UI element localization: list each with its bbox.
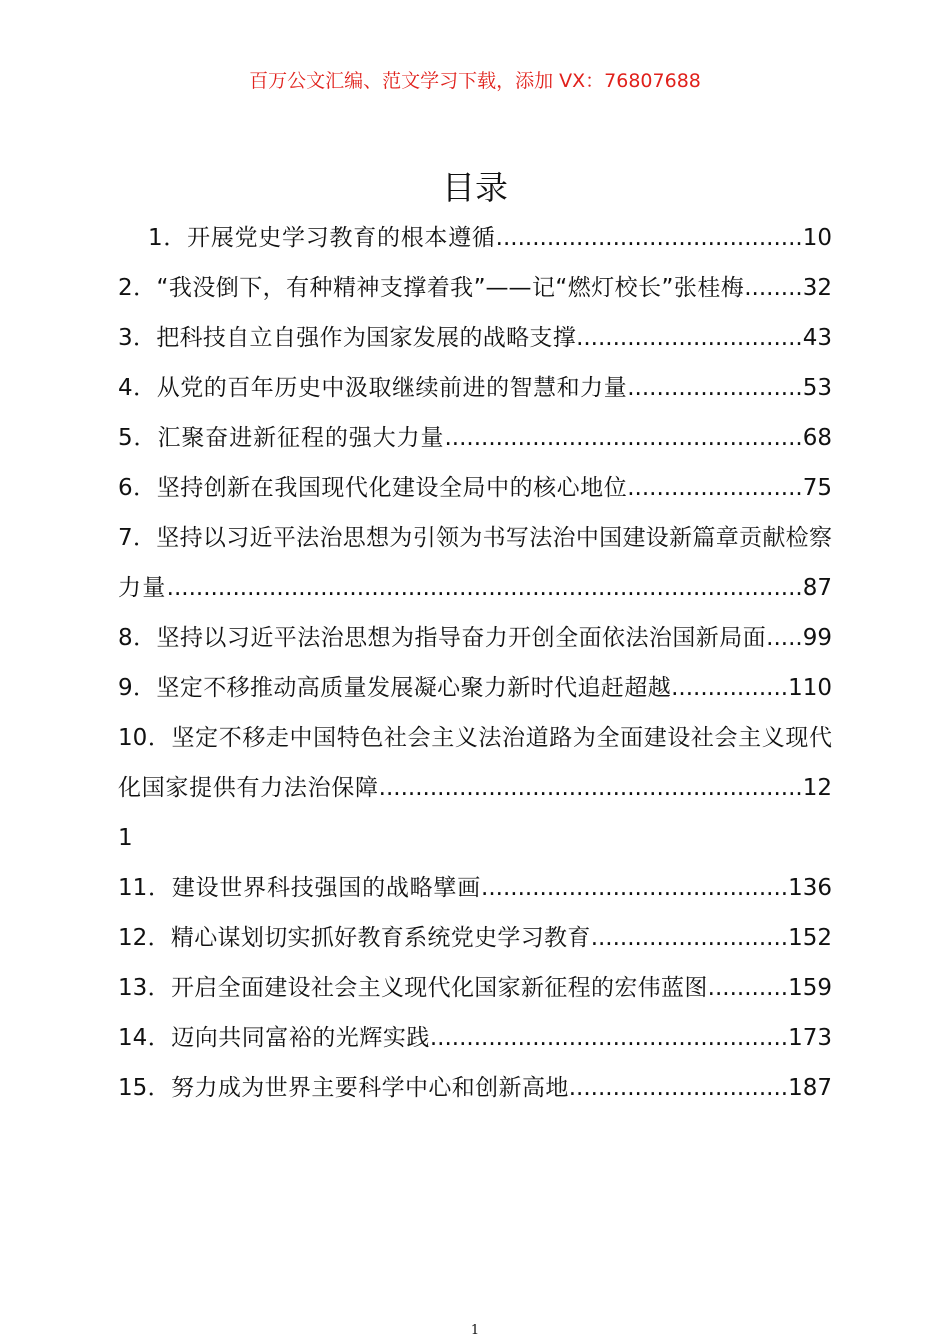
- toc-entry-label: 5．汇聚奋进新征程的强大力量: [118, 425, 445, 451]
- dot-leader: ..............................: [568, 1075, 789, 1101]
- dot-leader: ...........................: [590, 925, 789, 951]
- dot-leader: ........................: [627, 475, 803, 501]
- dot-leader: ..........................................................: [378, 775, 803, 801]
- dot-leader: ...............................: [576, 325, 803, 351]
- toc-entry[interactable]: [118, 713, 832, 863]
- dot-leader: ...........: [707, 975, 789, 1001]
- dot-leader: ........: [744, 275, 803, 301]
- toc-entry-label: 7．坚持以习近平法治思想为引领为书写法治中国建设新篇章贡献检察力量: [118, 525, 832, 601]
- toc-entry-page: 136: [788, 875, 832, 901]
- toc-entry[interactable]: [118, 613, 832, 663]
- dot-leader: ................: [671, 675, 789, 701]
- toc-entry-label: 6．坚持创新在我国现代化建设全局中的核心地位: [118, 475, 628, 501]
- toc-entry[interactable]: [118, 213, 832, 263]
- toc-entry[interactable]: [118, 913, 832, 963]
- toc-entry-label: 1．开展党史学习教育的根本遵循: [148, 225, 496, 251]
- toc-entry-page: 68: [802, 425, 832, 451]
- dot-leader: ..........................................: [481, 875, 789, 901]
- toc-entry-page: 173: [788, 1025, 832, 1051]
- toc-entry-label: 9．坚定不移推动高质量发展凝心聚力新时代追赶超越: [118, 675, 672, 701]
- toc-title: 目录: [442, 168, 508, 207]
- toc-entry-label: 15．努力成为世界主要科学中心和创新高地: [118, 1075, 569, 1101]
- toc-entry[interactable]: [118, 663, 832, 713]
- toc-entry-page: 75: [802, 475, 832, 501]
- toc-entry-page: 10: [802, 225, 832, 251]
- toc-entry[interactable]: [118, 963, 832, 1013]
- dot-leader: .................................................: [444, 425, 803, 451]
- toc-entry-page: 32: [802, 275, 832, 301]
- toc-entry-page: 152: [788, 925, 832, 951]
- toc-entry[interactable]: [118, 413, 832, 463]
- toc-entry-page: 110: [788, 675, 832, 701]
- toc-entry-page: 53: [802, 375, 832, 401]
- dot-leader: .....: [766, 625, 803, 651]
- toc-entry[interactable]: [118, 863, 832, 913]
- toc-entry[interactable]: [118, 1013, 832, 1063]
- toc-entry[interactable]: [118, 363, 832, 413]
- dot-leader: ........................: [627, 375, 803, 401]
- toc-entry[interactable]: [118, 463, 832, 513]
- toc-entry-page: 159: [788, 975, 832, 1001]
- toc-entry[interactable]: [118, 263, 832, 313]
- watermark-header: 百万公文汇编、范文学习下载，添加 VX：76807688: [249, 70, 701, 92]
- toc-entry-page: 43: [802, 325, 832, 351]
- toc-entry-page: 87: [802, 575, 832, 601]
- toc-entry-label: 11．建设世界科技强国的战略擘画: [118, 875, 482, 901]
- toc-entry-label: 12．精心谋划切实抓好教育系统党史学习教育: [118, 925, 591, 951]
- toc-entry-label: 8．坚持以习近平法治思想为指导奋力开创全面依法治国新局面: [118, 625, 767, 651]
- toc-entry-page: 121: [118, 775, 832, 851]
- page-number: 1: [470, 1323, 480, 1338]
- toc-entry-label: 4．从党的百年历史中汲取继续前进的智慧和力量: [118, 375, 628, 401]
- toc-entry[interactable]: [118, 1063, 832, 1113]
- dot-leader: ..........................................: [495, 225, 803, 251]
- toc-entry-label: 2．“我没倒下，有种精神支撑着我”——记“燃灯校长”张桂梅: [118, 275, 745, 301]
- toc-entry[interactable]: [118, 513, 832, 613]
- toc-entry-page: 187: [788, 1075, 832, 1101]
- dot-leader: .......................................................................................: [166, 575, 803, 601]
- toc-entry-label: 10．坚定不移走中国特色社会主义法治道路为全面建设社会主义现代化国家提供有力法治保障: [118, 725, 832, 801]
- dot-leader: .................................................: [429, 1025, 789, 1051]
- toc-entry-label: 13．开启全面建设社会主义现代化国家新征程的宏伟蓝图: [118, 975, 708, 1001]
- toc-entry-label: 3．把科技自立自强作为国家发展的战略支撑: [118, 325, 577, 351]
- table-of-contents: [118, 213, 832, 1113]
- toc-entry[interactable]: [118, 313, 832, 363]
- toc-entry-label: 14．迈向共同富裕的光辉实践: [118, 1025, 430, 1051]
- toc-entry-page: 99: [802, 625, 832, 651]
